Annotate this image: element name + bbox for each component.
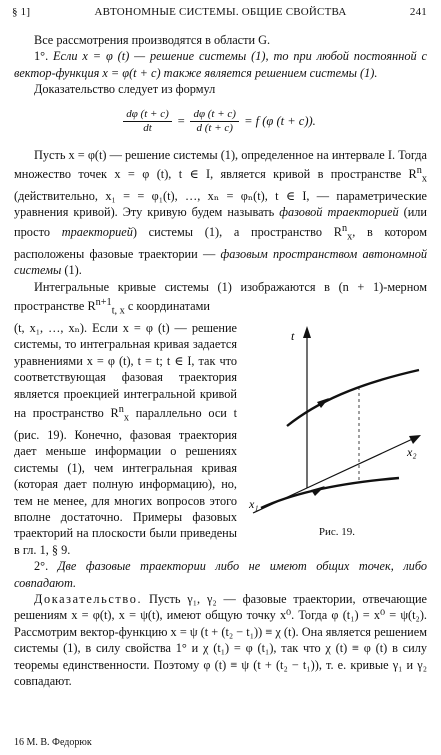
label-t: t [291, 328, 295, 343]
paragraph-trajectory: Пусть x = φ(t) — решение системы (1), определенное на интервале I. Тогда множество точек x = φ (t), t ∈ I, является кривой в пространстве $R^n_x$ (действительно, x₁ = = φ₁(t), …, xₙ = φₙ(t), t ∈ I, — параметрические уравнения кривой). Эту кривую будем называть фазовой траекторией (или просто траекторией) системы (1), а пространство $R^n_x$, в котором расположены фазовые траектории — фазовым пространством автономной системы (1). [14, 147, 428, 278]
display-formula: $\frac{d\varphi (t + c)}{dt}$ = $\frac{d\varphi (t + c)}{d (t + c)}$ = f (φ (t + c)). [14, 108, 427, 135]
integral-curve-arrow [317, 398, 329, 408]
x2-axis [307, 436, 419, 488]
property-2 [14, 558, 427, 591]
term-trajectory: траекторией [61, 224, 133, 239]
term-phase-space: фазовым пространством автономной системы [14, 246, 428, 278]
property-1 [14, 48, 427, 81]
paragraph-integral-curves: Интегральные кривые системы (1) изображаются в (n + 1)-мерном пространстве $R^{n+1}_{t, x}$ с координатами [14, 279, 427, 317]
page-footer: 16 М. В. Федорюк [14, 737, 92, 748]
figure-19 [247, 318, 427, 546]
formula-rhs: = f (φ (t + c)). [244, 113, 316, 128]
proof-property-2: Доказательство. Пусть γ₁, γ₂ — фазовые траектории, отвечающие решениям x = φ(t), x = ψ(t), имеют общую точку x⁰. Тогда φ (t₁) = x⁰ = ψ(t₂). Рассмотрим вектор-функцию x = ψ (t + (t₂ − t₁)) ≡ χ (t). Она является решением системы (1), в силу свойства 1° и χ (t₁) = φ (t₁), так что χ (t) ≡ φ (t) в силу теоремы единственности. Поэтому φ (t) ≡ ψ (t + (t₂ − t₁)), т. е. кривые γ₁ и γ₂ совпадают. [14, 591, 427, 688]
page-number: 241 [409, 6, 427, 18]
phase-trajectory [261, 478, 399, 508]
label-x1: x₁ [249, 496, 259, 511]
section-marker: § 1] [12, 6, 31, 18]
term-phase-trajectory: фазовой траекторией [279, 205, 399, 220]
phase-trajectory-arrow [311, 486, 325, 496]
figure-caption: Рис. 19. [318, 525, 356, 538]
property-1-number: 1°. [34, 49, 49, 64]
text-with-figure [14, 320, 427, 558]
paragraph-domain: Все рассмотрения производятся в области G. [34, 33, 271, 47]
proof-intro: Доказательство следует из формул [34, 82, 216, 97]
property-2-statement: Две фазовые траектории либо не имеют общих точек, либо совпадают. [14, 559, 427, 590]
page-body [14, 32, 427, 689]
fraction-right: $\frac{d\varphi (t + c)}{d (t + c)}$ [190, 108, 239, 135]
x2-axis-arrow [409, 435, 421, 444]
t-axis-arrow [303, 326, 311, 338]
proof-heading: Доказательство. [34, 591, 143, 606]
property-2-number: 2°. [34, 559, 49, 574]
running-header [0, 0, 441, 20]
paragraph-projection: (t, x₁, …, xₙ). Если x = φ (t) — решение системы, то интегральная кривая задается уравнениями x = φ (t), t = t; t ∈ I, так что соответствующая фазовая траектория является проекцией интегральной кривой на пространство $R^n_x$ параллельно оси t (рис. 19). Конечно, фазовая траектория дает меньше информации о решениях системы (1), чем интегральная кривая (которая дает полную информацию), но, тем не менее, для многих вопросов этого вполне достаточно. Примеры фазовых траекторий на плоскости были приведены в гл. 1, § 9. [14, 320, 237, 557]
property-1-statement: Если x = φ (t) — решение системы (1), то при любой постоянной c вектор-функция x = φ(t + c) также является решением системы (1). [14, 49, 427, 80]
fraction-left: $\frac{d\varphi (t + c)}{dt}$ [123, 108, 172, 135]
label-x2: x₂ [407, 444, 417, 459]
header-title: АВТОНОМНЫЕ СИСТЕМЫ. ОБЩИЕ СВОЙСТВА [94, 6, 347, 18]
figure-19-diagram [247, 318, 427, 528]
